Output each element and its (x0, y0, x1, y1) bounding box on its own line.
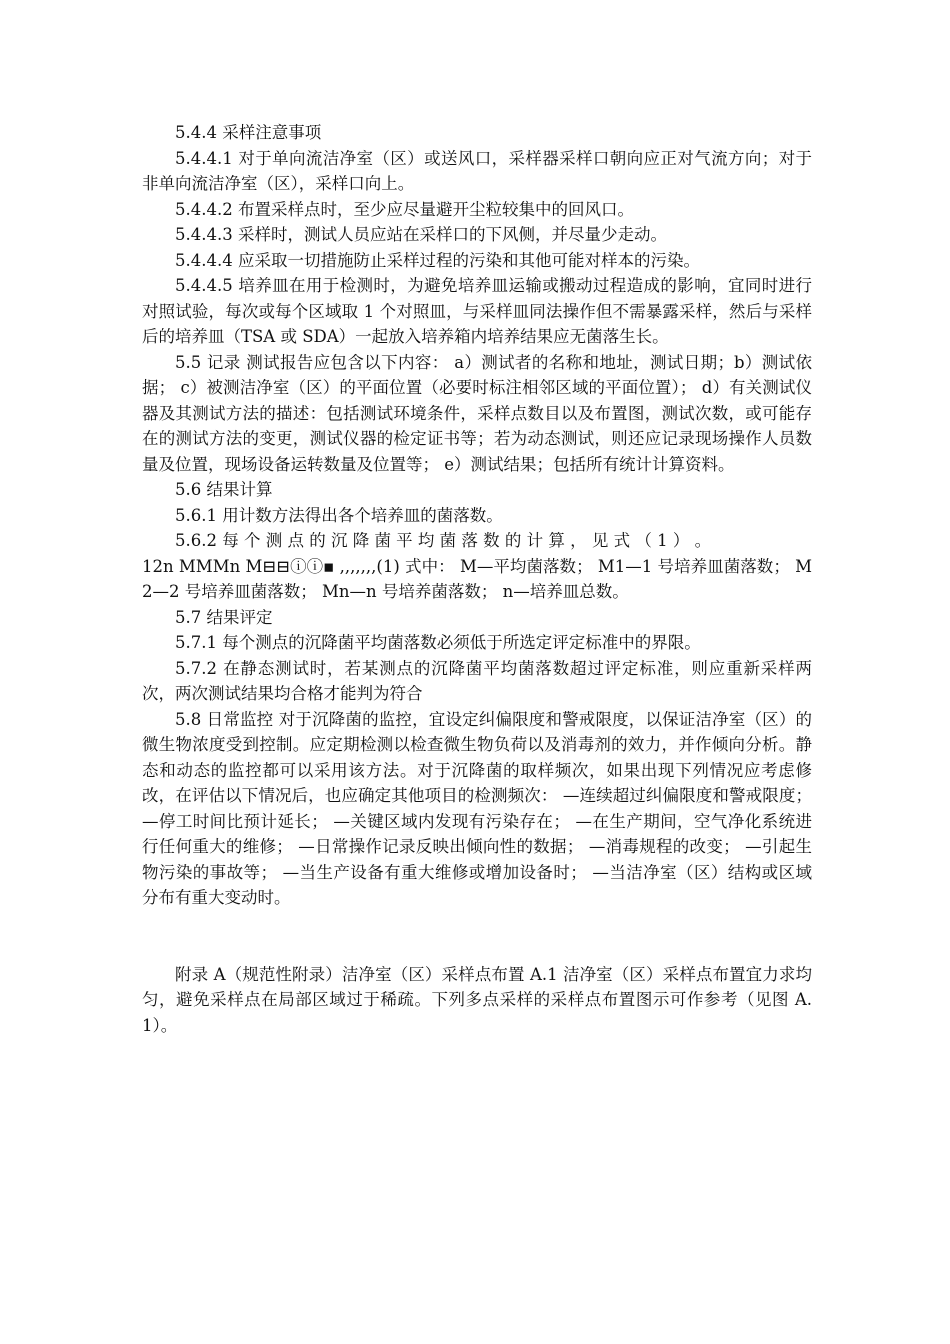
paragraph-5-4-4-2: 5.4.4.2 布置采样点时，至少应尽量避开尘粒较集中的回风口。 (175, 199, 634, 219)
paragraph-5-5-record: 5.5 记录 测试报告应包含以下内容： a）测试者的名称和地址，测试日期；b）测试依据； c）被测洁净室（区）的平面位置（必要时标注相邻区域的平面位置）； d）有关测试仪器及其测试方法的描述：包括测试环境条件，采样点数目以及布置图，测试次数，或可能存在的测试方法的变更，测试仪器的检定证书等；若为动态测试，则还应记录现场操作人员数量及位置，现场设备运转数量及位置等； e）测试结果；包括所有统计计算资料。 (142, 352, 812, 474)
paragraph-5-7-1: 5.7.1 每个测点的沉降菌平均菌落数必须低于所选定评定标准中的界限。 (175, 633, 701, 652)
paragraph-appendix-a: 附录 A（规范性附录）洁净室（区）采样点布置 A.1 洁净室（区）采样点布置宜力求均匀，避免采样点在局部区域过于稀疏。下列多点采样的采样点布置图示可作参考（见图 A.1）。 (142, 964, 812, 1035)
paragraph-5-4-4-4: 5.4.4.4 应采取一切措施防止采样过程的污染和其他可能对样本的污染。 (175, 250, 700, 270)
paragraph-5-6-1: 5.6.1 用计数方法得出各个培养皿的菌落数。 (175, 505, 503, 525)
paragraph-5-4-4-1: 5.4.4.1 对于单向流洁净室（区）或送风口，采样器采样口朝向应正对气流方向；对于非单向流洁净室（区），采样口向上。 (142, 148, 812, 193)
paragraph-5-7-2: 5.7.2 在静态测试时，若某测点的沉降菌平均菌落数超过评定标准，则应重新采样两次，两次测试结果均合格才能判为符合 (142, 658, 812, 703)
section-heading-5-4-4: 5.4.4 采样注意事项 (175, 123, 322, 142)
paragraph-5-8-monitoring: 5.8 日常监控 对于沉降菌的监控，宜设定纠偏限度和警戒限度，以保证洁净室（区）的微生物浓度受到控制。应定期检测以检查微生物负荷以及消毒剂的效力，并作倾向分析。静态和动态的监控都可以采用该方法。对于沉降菌的取样频次，如果出现下列情况应考虑修改，在评估以下情况后，也应确定其他项目的检测频次： —连续超过纠偏限度和警戒限度； —停工时间比预计延长； —关键区域内发现有污染存在； —在生产期间，空气净化系统进行任何重大的维修； —日常操作记录反映出倾向性的数据； —消毒规程的改变； —引起生物污染的事故等； —当生产设备有重大维修或增加设备时； —当洁净室（区）结构或区域分布有重大变动时。 (142, 709, 812, 907)
section-heading-5-6: 5.6 结果计算 (175, 480, 273, 499)
paragraph-5-6-2: 5.6.2 每 个 测 点 的 沉 降 菌 平 均 菌 落 数 的 计 算 ， 见 式 （ 1 ） 。 (175, 531, 712, 550)
paragraph-5-4-4-5: 5.4.4.5 培养皿在用于检测时，为避免培养皿运输或搬动过程造成的影响，宜同时进行对照试验，每次或每个区域取 1 个对照皿，与采样皿同法操作但不需暴露采样，然后与采样后的培养皿（TSA 或 SDA）一起放入培养箱内培养结果应无菌落生长。 (142, 276, 812, 346)
paragraph-formula: 12n MMMn M⊟⊟ⓘⓘ▪ ,,,,,,,(1) 式中： M—平均菌落数； M1—1 号培养皿菌落数； M2—2 号培养皿菌落数； Mn—n 号培养菌落数； n—培养皿总数。 (142, 556, 812, 601)
paragraph-5-4-4-3: 5.4.4.3 采样时，测试人员应站在采样口的下风侧，并尽量少走动。 (175, 225, 667, 244)
document-body (142, 120, 812, 1038)
paragraph-gap (142, 911, 812, 962)
section-heading-5-7: 5.7 结果评定 (175, 607, 273, 627)
